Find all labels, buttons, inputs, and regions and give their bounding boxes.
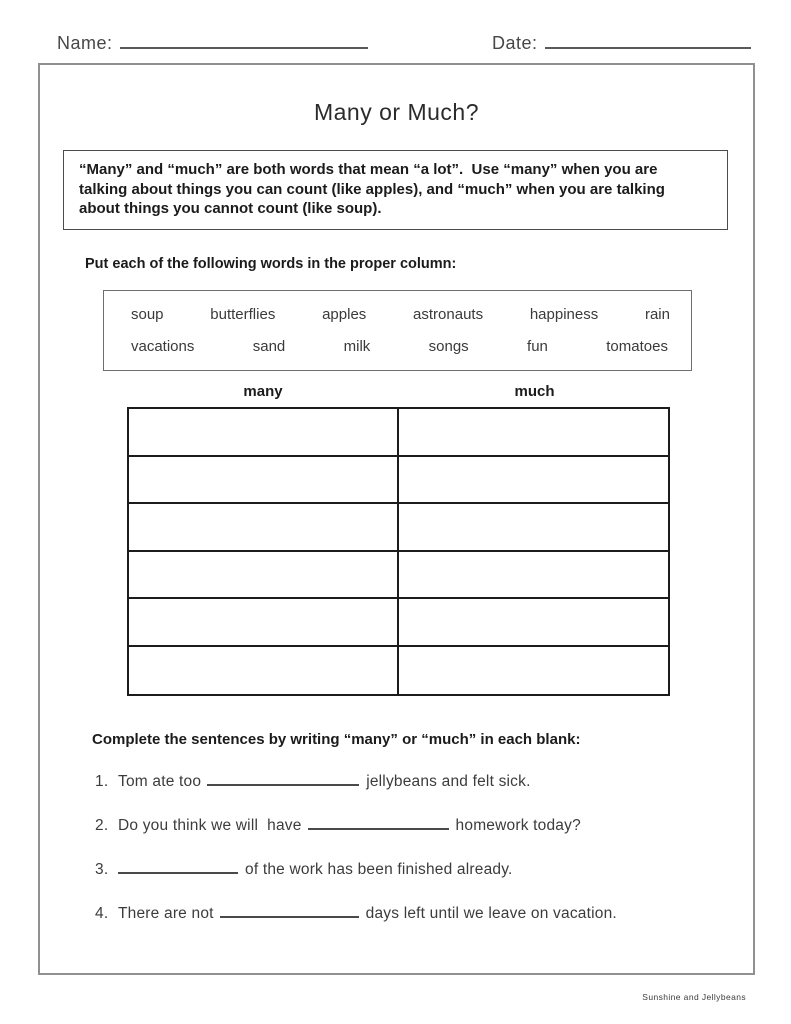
sentence-3 bbox=[95, 860, 617, 879]
instruction-line: about things you cannot count (like soup). bbox=[79, 200, 382, 217]
sentence-post-text: jellybeans and felt sick. bbox=[366, 773, 531, 790]
wordbank-word: songs bbox=[428, 338, 469, 355]
sentence-1 bbox=[95, 772, 617, 791]
sentence-4 bbox=[95, 904, 617, 923]
date-label: Date: bbox=[492, 33, 538, 53]
name-field bbox=[57, 33, 368, 54]
instruction-line: talking about things you can count (like apples), and “much” when you are talking bbox=[79, 180, 665, 198]
table-cell-many-row4[interactable] bbox=[129, 552, 399, 600]
sentence-pre-text: There are not bbox=[118, 905, 214, 922]
date-field bbox=[492, 33, 751, 54]
name-blank-line[interactable] bbox=[120, 33, 368, 49]
table-cell-much-row6[interactable] bbox=[399, 647, 668, 695]
sentence-blank[interactable] bbox=[220, 904, 359, 918]
sentence-post-text: homework today? bbox=[455, 817, 581, 834]
sentence-blank[interactable] bbox=[308, 816, 449, 830]
name-label: Name: bbox=[57, 33, 113, 53]
wordbank-word: apples bbox=[322, 306, 367, 323]
column-header-much: much bbox=[514, 383, 555, 400]
table-cell-much-row2[interactable] bbox=[399, 457, 668, 505]
instruction-box bbox=[63, 150, 728, 230]
wordbank-word: tomatoes bbox=[606, 338, 668, 355]
sorting-table bbox=[127, 407, 670, 696]
table-cell-many-row2[interactable] bbox=[129, 457, 399, 505]
wordbank-word: vacations bbox=[131, 338, 195, 355]
wordbank-word: sand bbox=[252, 338, 286, 355]
wordbank-word: butterflies bbox=[210, 306, 276, 323]
table-cell-much-row4[interactable] bbox=[399, 552, 668, 600]
table-cell-much-row3[interactable] bbox=[399, 504, 668, 552]
wordbank-word: fun bbox=[527, 338, 548, 355]
page-title: Many or Much? bbox=[313, 99, 479, 125]
wordbank-word: milk bbox=[343, 338, 371, 355]
sentence-blank[interactable] bbox=[118, 860, 238, 874]
wordbank-box bbox=[103, 290, 692, 371]
table-cell-many-row3[interactable] bbox=[129, 504, 399, 552]
column-header-many: many bbox=[243, 383, 283, 400]
table-cell-many-row6[interactable] bbox=[129, 647, 399, 695]
sentence-2 bbox=[95, 816, 617, 835]
sentences-list bbox=[95, 772, 617, 948]
table-cell-much-row5[interactable] bbox=[399, 599, 668, 647]
wordbank-word: happiness bbox=[529, 306, 599, 323]
wordbank-word: soup bbox=[131, 306, 164, 323]
sentence-number: 3. bbox=[95, 861, 109, 878]
sentence-number: 4. bbox=[95, 905, 109, 922]
instruction-line: “Many” and “much” are both words that mean “a lot”. Use “many” when you are bbox=[79, 161, 658, 178]
sentence-blank[interactable] bbox=[207, 772, 359, 786]
wordbank-row bbox=[104, 306, 691, 323]
date-blank-line[interactable] bbox=[545, 33, 751, 49]
table-cell-much-row1[interactable] bbox=[399, 409, 668, 457]
table-cell-many-row1[interactable] bbox=[129, 409, 399, 457]
sentence-number: 2. bbox=[95, 817, 109, 834]
footer-credit: Sunshine and Jellybeans bbox=[642, 992, 746, 1002]
wordbank-prompt: Put each of the following words in the proper column: bbox=[85, 256, 457, 272]
table-cell-many-row5[interactable] bbox=[129, 599, 399, 647]
sentence-pre-text: Do you think we will have bbox=[118, 817, 302, 834]
wordbank-row bbox=[104, 338, 691, 355]
sentences-prompt: Complete the sentences by writing “many” or “much” in each blank: bbox=[92, 731, 581, 748]
wordbank-word: astronauts bbox=[413, 306, 484, 323]
sentence-post-text: days left until we leave on vacation. bbox=[365, 905, 617, 922]
sentence-pre-text: Tom ate too bbox=[118, 773, 202, 790]
sentence-post-text: of the work has been finished already. bbox=[245, 861, 513, 878]
wordbank-word: rain bbox=[644, 306, 670, 323]
sentence-number: 1. bbox=[95, 773, 109, 790]
